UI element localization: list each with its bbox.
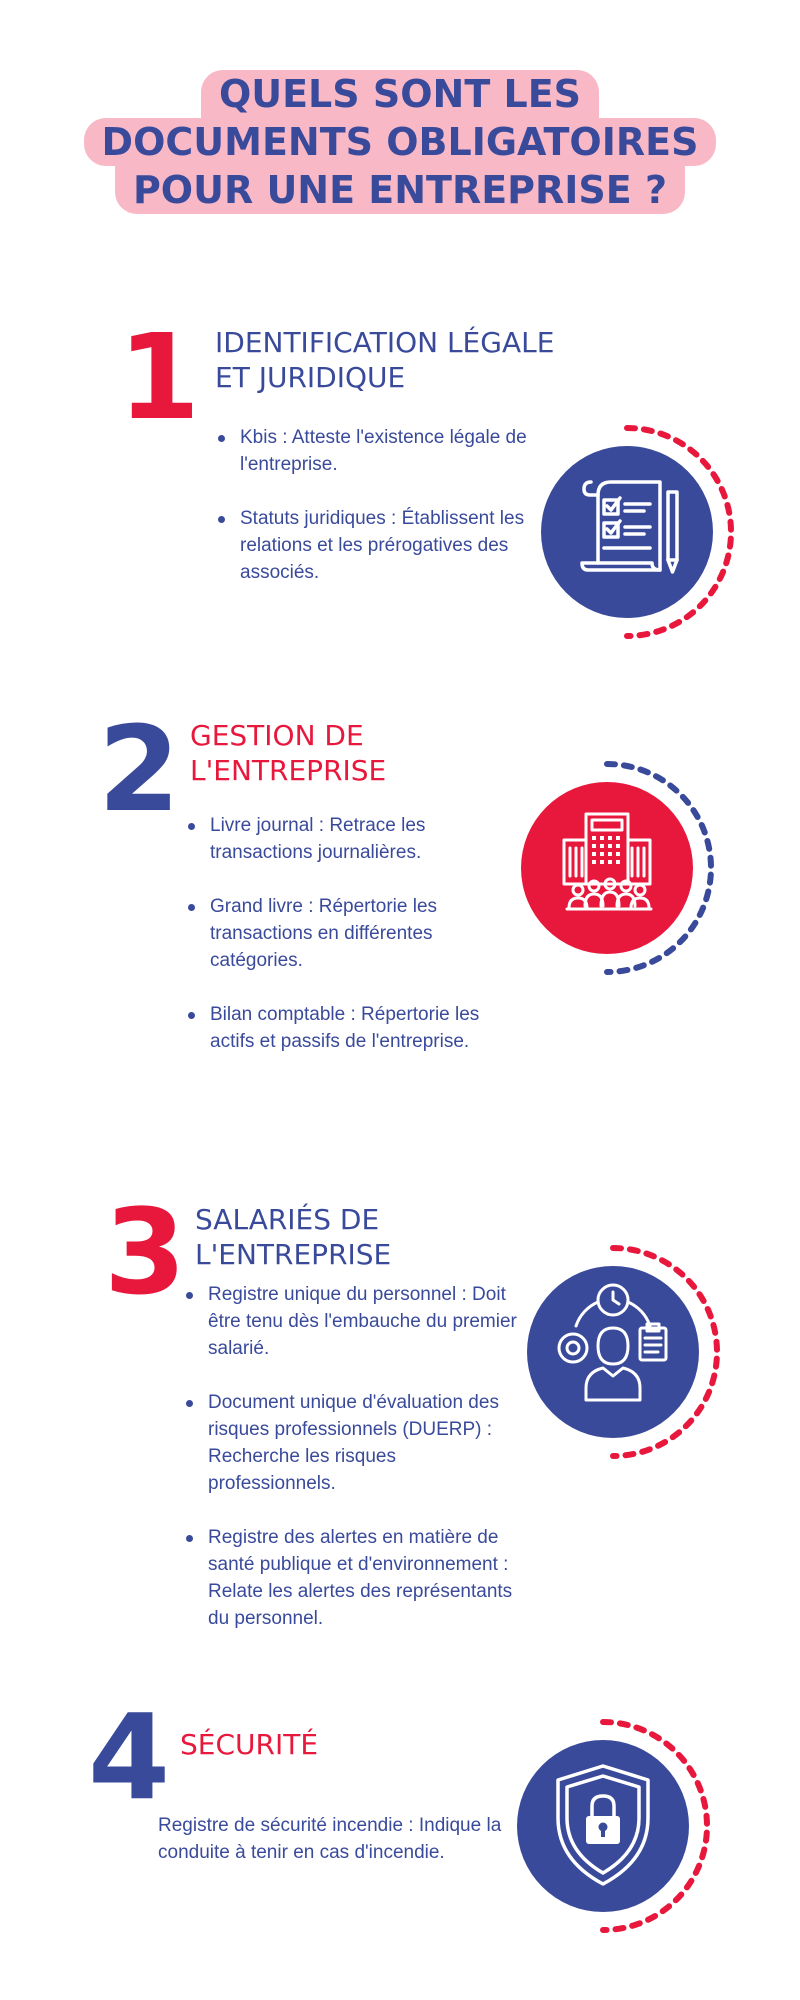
title-line: QUELS SONT LES [201,70,599,118]
document-checklist-icon [532,420,752,650]
title-line: DOCUMENTS OBLIGATOIRES [84,118,717,166]
section-heading-line: IDENTIFICATION LÉGALE [215,326,555,359]
list-item: Statuts juridiques : Établissent les relations et les prérogatives des associés. [218,505,548,586]
section-heading-line: ET JURIDIQUE [215,361,406,394]
section-heading-line: GESTION DE [190,719,364,752]
section-heading-line: SALARIÉS DE [195,1203,380,1236]
section-number: 3 [104,1183,187,1321]
section-heading [180,1727,318,1762]
section-number: 1 [118,308,201,446]
section-list [188,812,508,1082]
section-list [218,424,548,613]
section-heading-line: L'ENTREPRISE [195,1238,392,1271]
list-item: Bilan comptable : Répertorie les actifs et passifs de l'entreprise. [188,1001,508,1055]
section-number: 4 [88,1688,171,1826]
section-heading [195,1202,391,1272]
section-heading [215,325,554,395]
list-item: Registre unique du personnel : Doit être tenu dès l'embauche du premier salarié. [186,1281,526,1362]
section-text: Registre de sécurité incendie : Indique la conduite à tenir en cas d'incendie. [158,1815,502,1863]
list-item: Registre des alertes en matière de santé publique et d'environnement : Relate les alertes des représentants du personnel. [186,1524,526,1632]
employee-management-icon [518,1240,728,1468]
section-heading-line: SÉCURITÉ [180,1728,319,1761]
section-number: 2 [98,700,181,838]
page-title [0,70,800,214]
security-shield-lock-icon [508,1714,718,1942]
section-list [186,1281,526,1659]
company-building-icon [512,756,722,984]
section-heading [190,718,386,788]
list-item: Kbis : Atteste l'existence légale de l'entreprise. [218,424,548,478]
list-item: Document unique d'évaluation des risques professionnels (DUERP) : Recherche les risques professionnels. [186,1389,526,1497]
section-heading-line: L'ENTREPRISE [190,754,387,787]
list-item: Livre journal : Retrace les transactions journalières. [188,812,508,866]
title-line: POUR UNE ENTREPRISE ? [115,166,685,214]
list-item: Grand livre : Répertorie les transactions en différentes catégories. [188,893,508,974]
